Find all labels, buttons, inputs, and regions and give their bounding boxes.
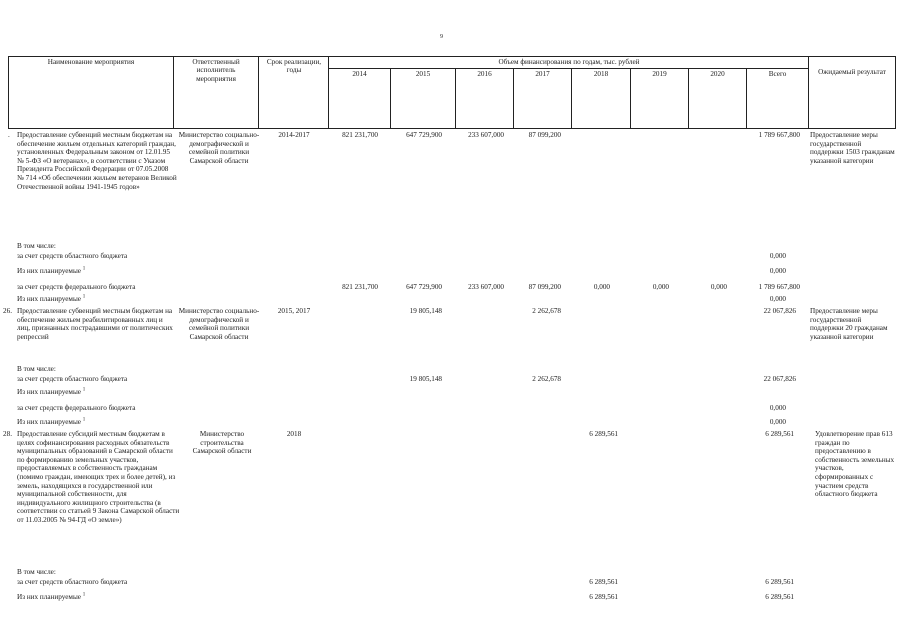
value-total: 6 289,561 xyxy=(765,430,794,438)
header-responsible: Ответственный исполнитель мероприятия xyxy=(192,58,240,83)
value-total: 1 789 667,800 xyxy=(758,131,800,139)
header-measure: Наименование мероприятия xyxy=(47,58,135,66)
value-2020: 0,000 xyxy=(710,283,727,291)
expected-result: Предоставление меры государственной поддержки 1503 гражданам указанной категории xyxy=(810,131,895,165)
value-2018: 6 289,561 xyxy=(589,578,618,586)
value-2019: 0,000 xyxy=(652,283,669,291)
value-total: 1 789 667,800 xyxy=(758,283,800,291)
value-total: 0,000 xyxy=(769,418,786,426)
sub-label: за счет средств областного бюджета xyxy=(17,375,128,383)
sub-label: В том числе: xyxy=(17,242,56,250)
value-2015: 647 729,900 xyxy=(406,283,442,291)
value-total: 6 289,561 xyxy=(765,593,794,601)
row-number: . xyxy=(8,131,10,139)
header-total: Всего xyxy=(768,70,787,78)
value-total: 22 067,826 xyxy=(763,307,796,315)
header-year-2017: 2017 xyxy=(535,70,550,78)
row-number: 26. xyxy=(3,307,12,315)
value-2014: 821 231,700 xyxy=(342,283,378,291)
sub-label: за счет средств областного бюджета xyxy=(17,252,128,260)
value-2017: 2 262,678 xyxy=(532,307,561,315)
header-funding: Объем финансирования по годам, тыс. рублей xyxy=(498,58,640,66)
value-2017: 2 262,678 xyxy=(532,375,561,383)
sub-label: за счет средств областного бюджета xyxy=(17,578,128,586)
header-year-2016: 2016 xyxy=(477,70,492,78)
value-total: 0,000 xyxy=(769,252,786,260)
expected-result: Предоставление меры государственной поддержки 20 гражданам указанной категории xyxy=(810,307,888,341)
period: 2015, 2017 xyxy=(277,307,311,315)
value-2015: 19 805,148 xyxy=(409,307,442,315)
sub-label: Из них планируемые $^1$ xyxy=(17,592,86,601)
value-2018: 0,000 xyxy=(593,283,610,291)
value-2014: 821 231,700 xyxy=(342,131,378,139)
sub-label: В том числе: xyxy=(17,568,56,576)
sub-label: Из них планируемые $^1$ xyxy=(17,387,86,396)
sub-label: Из них планируемые $^1$ xyxy=(17,417,86,426)
page-number: 9 xyxy=(440,34,443,40)
value-total: 0,000 xyxy=(769,267,786,275)
value-2017: 87 099,200 xyxy=(528,131,561,139)
responsible: Министерство социально-демографической и семейной политики Самарской области xyxy=(178,131,260,165)
value-2015: 647 729,900 xyxy=(406,131,442,139)
value-2015: 19 805,148 xyxy=(409,375,442,383)
sub-label: В том числе: xyxy=(17,365,56,373)
value-total: 0,000 xyxy=(769,295,786,303)
value-2018: 6 289,561 xyxy=(589,430,618,438)
value-2016: 233 607,000 xyxy=(468,131,504,139)
header-year-2018: 2018 xyxy=(593,70,609,78)
value-2016: 233 607,000 xyxy=(468,283,504,291)
measure-name: Предоставление субвенций местным бюджетам на обеспечение жильем отдельных категорий граждан, установленных Федеральным законом от 12.01.95 № 5-ФЗ «О ветеранах», в соответствии с Указом Президента Российской Федерации от 07.05.2008 № 714 «Об обеспечении жильем ветеранов Великой Отечественной войны 1941-1945 годов» xyxy=(17,131,177,191)
value-total: 0,000 xyxy=(769,404,786,412)
sub-label: за счет средств федерального бюджета xyxy=(17,404,136,412)
sub-label: Из них планируемые $^1$ xyxy=(17,266,86,275)
header-year-2019: 2019 xyxy=(652,70,667,78)
value-total: 22 067,826 xyxy=(763,375,796,383)
row-number: 28. xyxy=(3,430,12,438)
measure-name: Предоставление субвенций местным бюджетам на обеспечение жильем реабилитированных лиц и лиц, признанных пострадавшими от политических репрессий xyxy=(17,307,173,341)
period: 2014-2017 xyxy=(278,131,310,139)
header-result: Ожидаемый результат xyxy=(818,68,886,76)
sub-label: за счет средств федерального бюджета xyxy=(17,283,136,291)
header-year-2014: 2014 xyxy=(352,70,367,78)
header-period: Срок реализации, годы xyxy=(266,58,322,75)
expected-result: Удовлетворение прав 613 граждан по предоставлению в собственность земельных участков, сформированных с участием средств областного бюджета xyxy=(815,430,895,499)
period: 2018 xyxy=(286,430,302,438)
header-year-2020: 2020 xyxy=(710,70,725,78)
sub-label: Из них планируемые $^1$ xyxy=(17,294,86,303)
responsible: Министерство строительства Самарской области xyxy=(192,430,252,456)
measure-name: Предоставление субсидий местным бюджетам в целях софинансирования расходных обязательств муниципальных образований в Самарской области по формированию земельных участков, предоставляемых в собственность гражданам (помимо граждан, имеющих трех и более детей), из земель, находящихся в государственной или муниципальной собственности, для индивидуального жилищного строительства (в соответствии со статьей 9 Закона Самарской области от 11.03.2005 № 94-ГД «О земле») xyxy=(17,430,180,524)
value-2018: 6 289,561 xyxy=(589,593,618,601)
header-year-2015: 2015 xyxy=(415,70,431,78)
responsible: Министерство социально-демографической и семейной политики Самарской области xyxy=(178,307,260,341)
value-total: 6 289,561 xyxy=(765,578,794,586)
value-2017: 87 099,200 xyxy=(528,283,561,291)
